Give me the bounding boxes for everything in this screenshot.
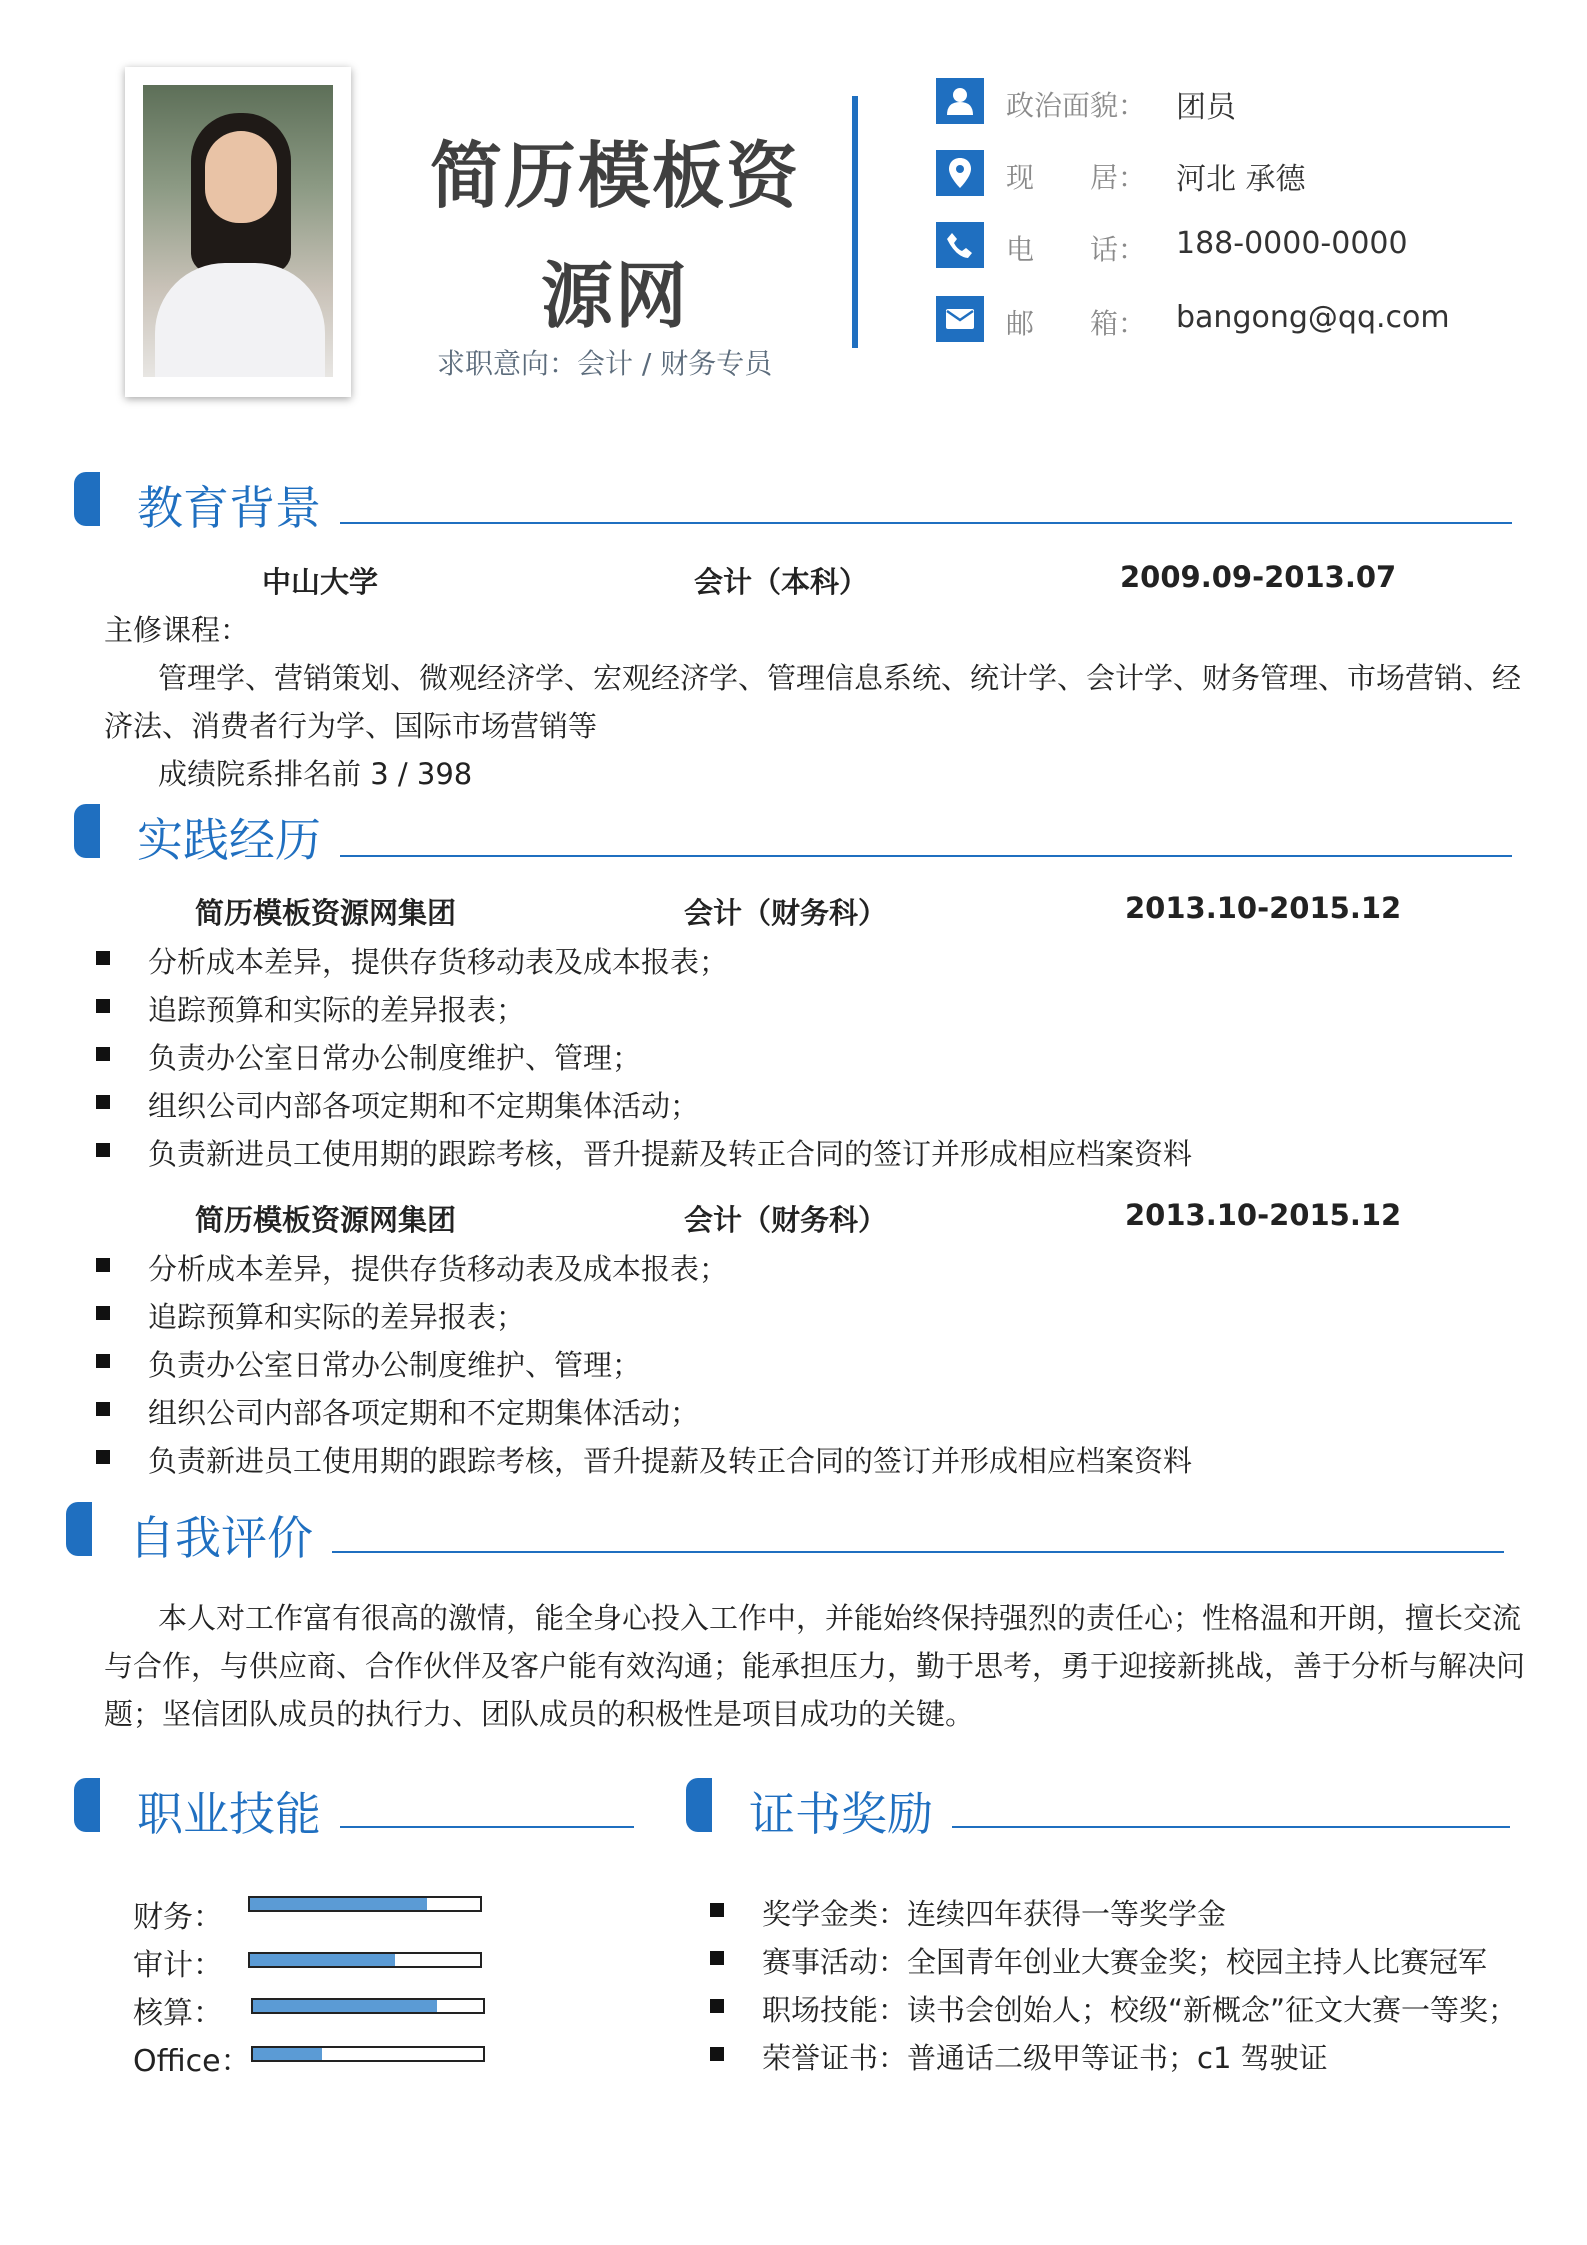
contact-value: bangong@qq.com [1176,300,1450,335]
skill-bar [248,1952,482,1968]
position: 会计（财务科） [684,1203,888,1237]
section-line [340,855,1512,857]
profile-photo [143,85,333,377]
education-title: 教育背景 [137,481,321,535]
contact-label: 邮 箱： [1006,307,1147,340]
section-line [340,1826,634,1828]
contact-email [936,296,1536,342]
ranking: 成绩院系排名前 3 / 398 [158,757,473,791]
skill-label: 核算： [133,1996,223,2031]
skill-label: 审计： [133,1948,223,1983]
skill-fill [250,1954,395,1966]
awards-title: 证书奖励 [749,1787,933,1841]
photo-frame [125,67,351,397]
skill-fill [250,1898,427,1910]
job-period: 2013.10-2015.12 [1125,891,1402,925]
section-marker [74,472,100,526]
name-line-1: 简历模板资 [429,134,800,218]
courses-label: 主修课程： [104,613,250,647]
major: 会计（本科） [694,565,869,599]
section-marker [74,804,100,858]
self-eval-text: 题；坚信团队成员的执行力、团队成员的积极性是项目成功的关键。 [104,1697,975,1731]
contact-phone [936,222,1536,268]
section-marker [66,1502,92,1556]
section-line [340,522,1512,524]
phone-icon [936,222,984,268]
job-period: 2013.10-2015.12 [1125,1198,1402,1232]
courses-line: 管理学、营销策划、微观经济学、宏观经济学、管理信息系统、统计学、会计学、财务管理、市场营销、经 [158,661,1522,695]
skill-fill [253,2000,437,2012]
user-icon [936,78,984,124]
skill-bar [251,2046,485,2062]
section-marker [686,1778,712,1832]
contact-political [936,78,1536,124]
skill-bar [251,1998,485,2014]
section-line [332,1551,1504,1553]
contact-label: 现 居： [1006,161,1147,194]
name-line-2: 源网 [540,254,689,338]
header-divider [852,96,858,348]
contact-residence [936,150,1536,196]
location-icon [936,150,984,196]
contact-value: 团员 [1176,90,1236,125]
experience-title: 实践经历 [137,813,321,867]
mail-icon [936,296,984,342]
section-marker [74,1778,100,1832]
contact-label: 电 话： [1006,233,1147,266]
education-period: 2009.09-2013.07 [1120,560,1397,594]
position: 会计（财务科） [684,896,888,930]
skill-label: 财务： [133,1900,223,1935]
section-line [952,1826,1510,1828]
self-eval-text: 与合作，与供应商、合作伙伴及客户能有效沟通；能承担压力，勤于思考，勇于迎接新挑战，善于分析与解决问 [104,1649,1526,1683]
skill-label: Office： [133,2044,251,2079]
company: 简历模板资源网集团 [195,896,457,930]
skill-bar [248,1896,482,1912]
job-intent: 求职意向：会计 / 财务专员 [437,347,773,380]
self-eval-title: 自我评价 [129,1511,313,1565]
contact-value: 河北 承德 [1176,162,1306,197]
skills-title: 职业技能 [137,1787,321,1841]
contact-value: 188-0000-0000 [1176,226,1408,261]
school: 中山大学 [262,565,379,599]
skill-fill [253,2048,322,2060]
courses-line: 济法、消费者行为学、国际市场营销等 [104,709,598,743]
company: 简历模板资源网集团 [195,1203,457,1237]
contact-label: 政治面貌： [1006,89,1147,122]
self-eval-text: 本人对工作富有很高的激情，能全身心投入工作中，并能始终保持强烈的责任心；性格温和开朗，擅长交流 [158,1601,1522,1635]
